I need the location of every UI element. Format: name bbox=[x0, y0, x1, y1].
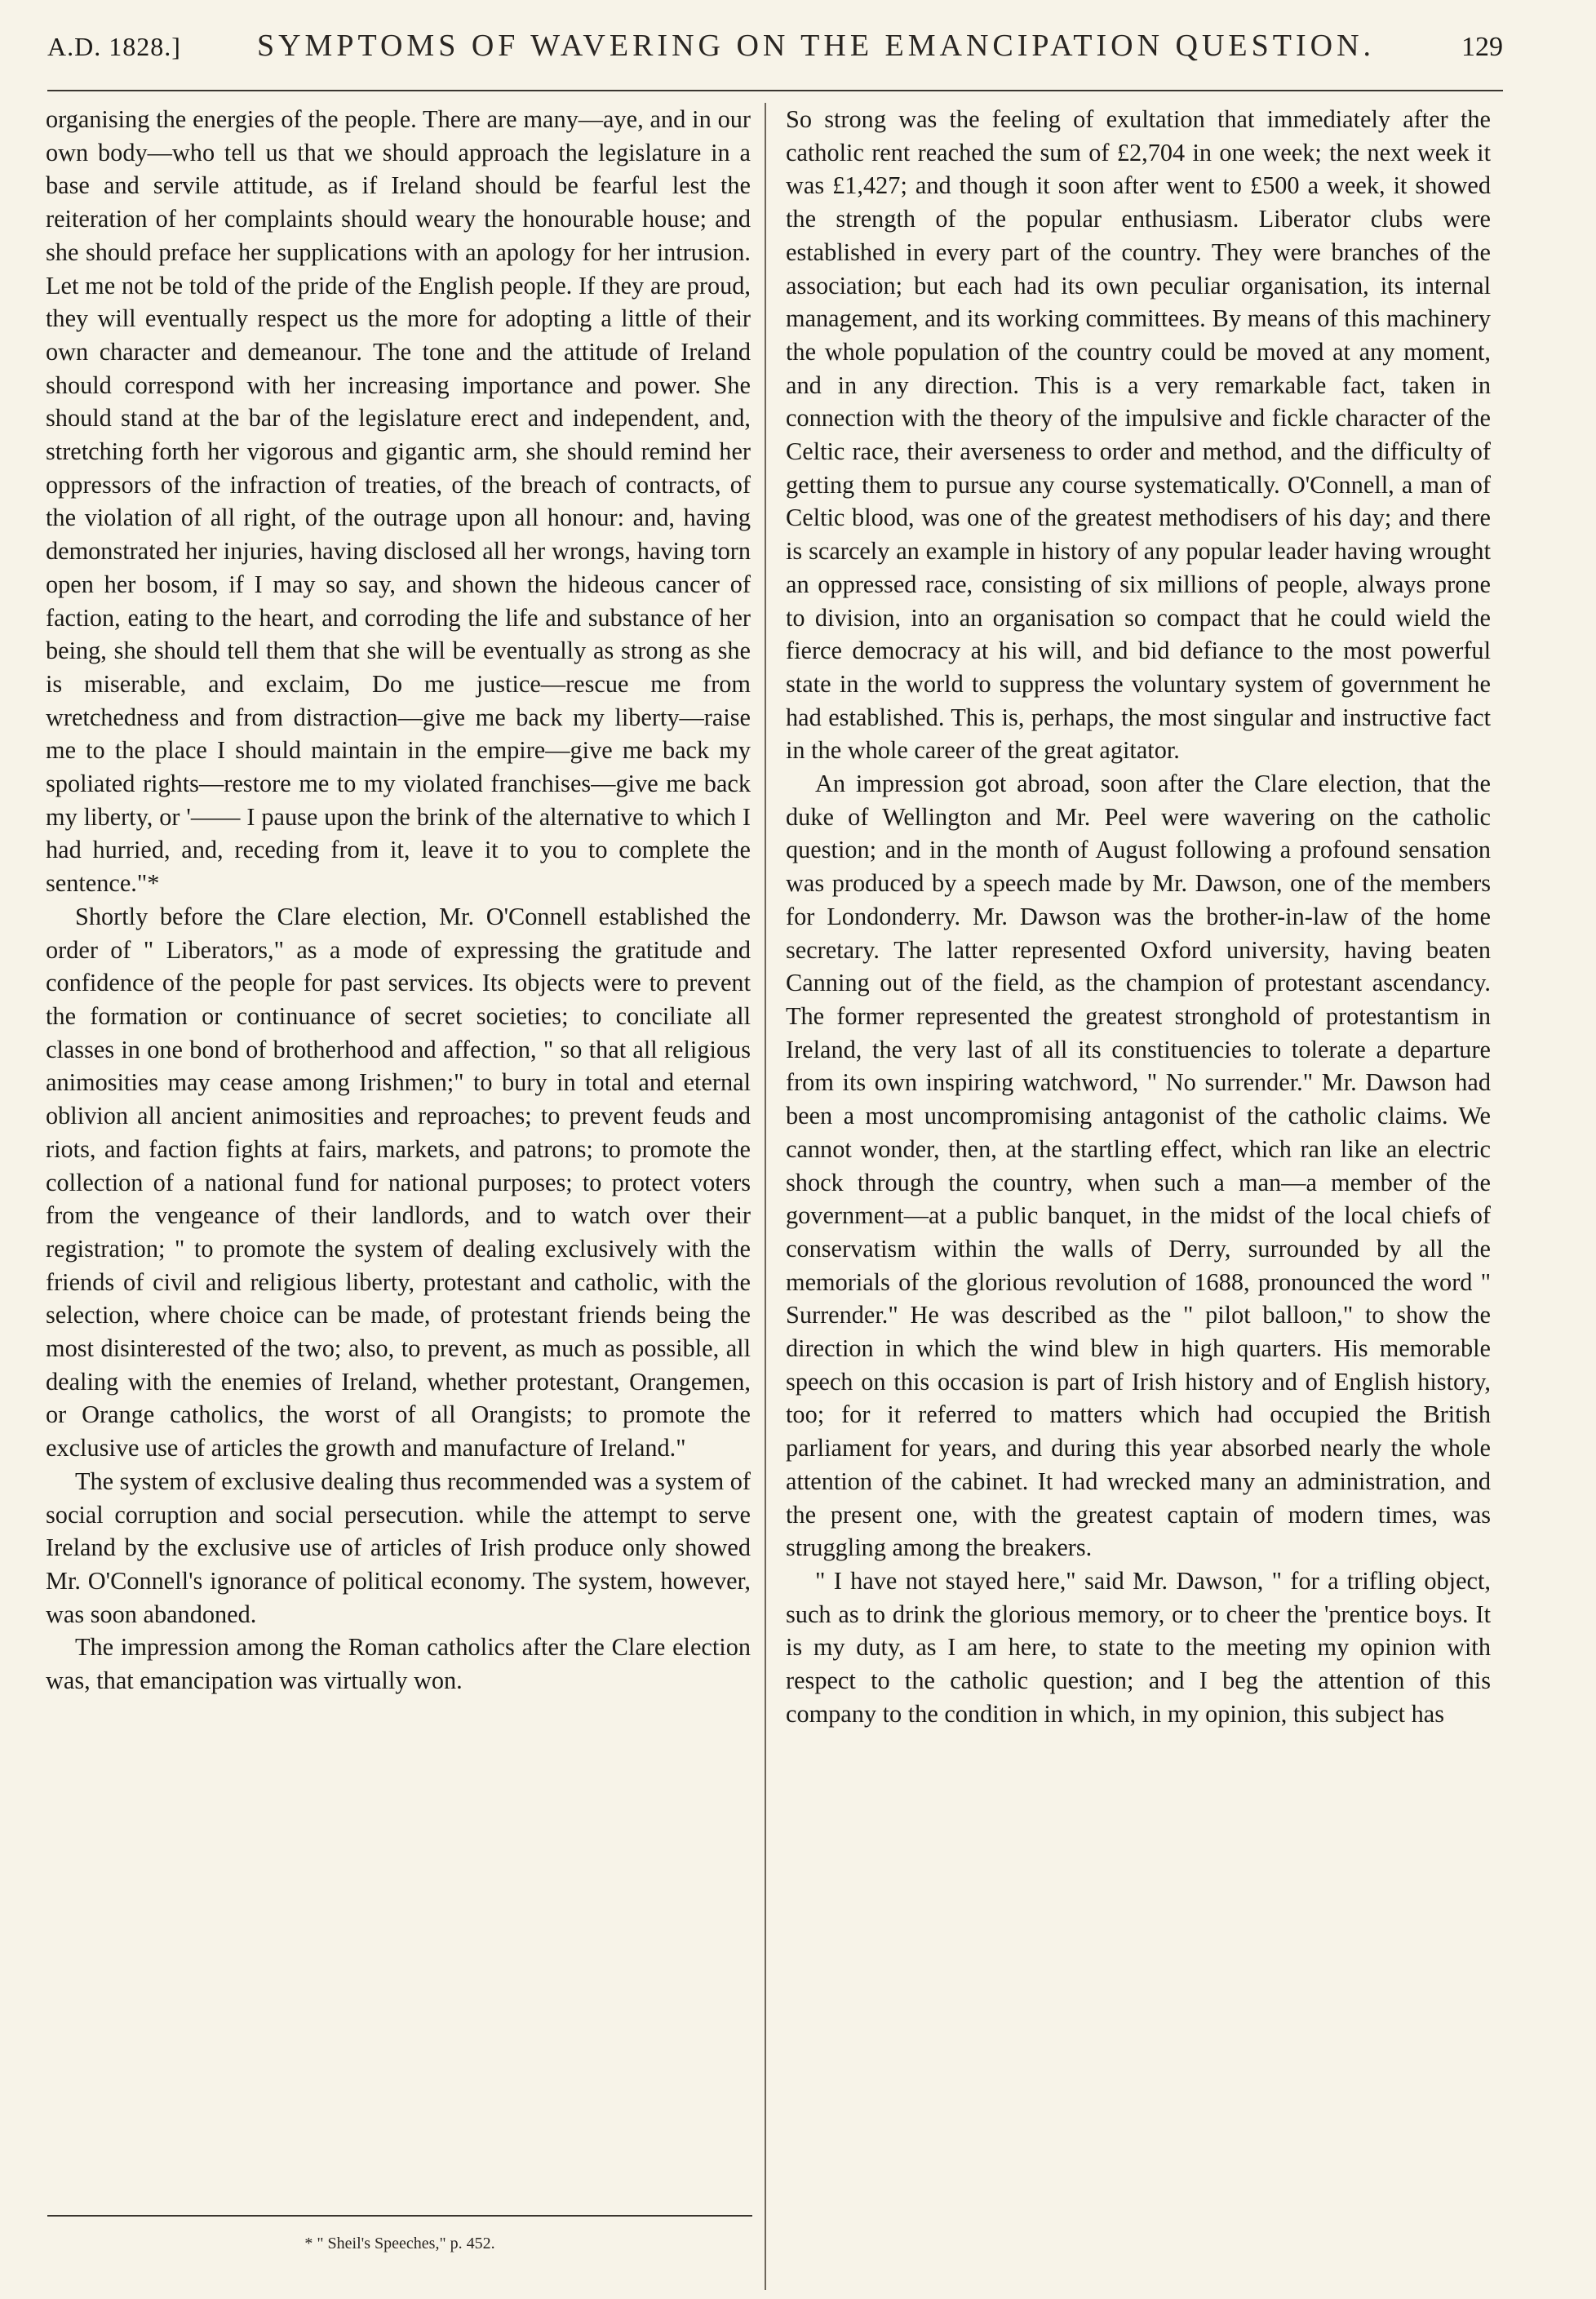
paragraph: An impression got abroad, soon after the Clare election, that the duke of Wellington and Mr. Peel were wavering on the catholic question; and in the month of August following a profound sensation was produced by a speech made by Mr. Dawson, one of the members for Londonderry. Mr. Dawson was the brother-in-law of the home secretary. The latter represented Oxford university, having beaten Canning out of the field, as the champion of protestant ascendancy. The former represented the greatest stronghold of protestantism in Ireland, the very last of all its constituencies to tolerate a departure from its own inspiring watchword, " No surrender." Mr. Dawson had been a most uncompromising antagonist of the catholic claims. We cannot wonder, then, at the startling effect, which ran like an electric shock through the country, when such a man—a member of the government—at a public banquet, in the midst of the local chiefs of conservatism within the walls of Derry, surrounded by all the memorials of the glorious revolution of 1688, pronounced the word " Surrender." He was described as the " pilot balloon," to show the direction in which the wind blew in high quarters. His memorable speech on this occasion is part of Irish history and of English history, too; for it referred to matters which had occupied the British parliament for years, and during this year absorbed nearly the whole attention of the cabinet. It had wrecked many an administration, and the present one, with the greatest captain of modern times, was struggling among the breakers. bbox=[786, 770, 1491, 1562]
column-divider bbox=[765, 103, 766, 2290]
paragraph: The impression among the Roman catholics after the Clare election was, that emancipation was virtually won. bbox=[46, 1633, 751, 1695]
page-number: 129 bbox=[1461, 32, 1503, 62]
running-head-title: SYMPTOMS OF WAVERING ON THE EMANCIPATION QUESTION. bbox=[256, 29, 1376, 63]
running-head bbox=[47, 28, 1503, 77]
paragraph: Shortly before the Clare election, Mr. O'Connell established the order of " Liberators," as a mode of expressing the gratitude and confidence of the people for past services. Its objects were to prevent the formation or continuance of secret societies; to conciliate all classes in one bond of brotherhood and affection, " so that all religious animosities may cease among Irishmen;" to bury in total and eternal oblivion all ancient animosities and reproaches; to prevent feuds and riots, and faction fights at fairs, markets, and patrons; to promote the collection of a national fund for national purposes; to protect voters from the vengeance of their landlords, and to watch over their registration; " to promote the system of dealing exclusively with the friends of civil and religious liberty, protestant and catholic, with the selection, where choice can be made, of protestant friends being the most disinterested of the two; also, to prevent, as much as possible, all dealing with the enemies of Ireland, whether protestant, Orangemen, or Orange catholics, the worst of all Orangists; to promote the exclusive use of articles the growth and manufacture of Ireland." bbox=[46, 902, 751, 1462]
footnote: * " Sheil's Speeches," p. 452. bbox=[304, 2235, 495, 2252]
paragraph: So strong was the feeling of exultation that immediately after the catholic rent reached the sum of £2,704 in one week; the next week it was £1,427; and though it soon after went to £500 a week, it showed the strength of the popular enthusiasm. Liberator clubs were established in every part of the country. They were branches of the association; but each had its own peculiar organisation, its internal management, and its working committees. By means of this machinery the whole population of the country could be moved at any moment, and in any direction. This is a very remarkable fact, taken in connection with the theory of the impulsive and fickle character of the Celtic race, their averseness to order and method, and the difficulty of getting them to pursue any course systematically. O'Connell, a man of Celtic blood, was one of the greatest methodisers of his day; and there is scarcely an example in history of any popular leader having wrought an oppressed race, consisting of six millions of people, always prone to division, into an organisation so compact that he could wield the fierce democracy at his will, and bid defiance to the most powerful state in the world to suppress the voluntary system of government he had established. This is, perhaps, the most singular and instructive fact in the whole career of the great agitator. bbox=[786, 105, 1491, 765]
paragraph: " I have not stayed here," said Mr. Dawson, " for a trifling object, such as to drink the glorious memory, or to cheer the 'prentice boys. It is my duty, as I am here, to state to the meeting my opinion with respect to the catholic question; and I beg the attention of this company to the condition in which, in my opinion, this subject has bbox=[786, 1566, 1491, 1728]
right-column bbox=[786, 103, 1491, 1730]
footnote-rule bbox=[47, 2215, 752, 2217]
paragraph: organising the energies of the people. There are many—aye, and in our own body—who tell us that we should approach the legislature in a base and servile attitude, as if Ireland should be fearful lest the reiteration of her complaints should weary the honourable house; and she should preface her supplications with an apology for her intrusion. Let me not be told of the pride of the English people. If they are proud, they will eventually respect us the more for adopting a little of their own character and demeanour. The tone and the attitude of Ireland should correspond with her increasing importance and power. She should stand at the bar of the legislature erect and independent, and, stretching forth her vigorous and gigantic arm, she should remind her oppressors of the infraction of treaties, of the breach of contracts, of the violation of all right, of the outrage upon all honour: and, having demonstrated her injuries, having disclosed all her wrongs, having torn open her bosom, if I may so say, and shown the hideous cancer of faction, eating to the heart, and corroding the life and substance of her being, she should tell them that she will be eventually as strong as she is miserable, and exclaim, Do me justice—rescue me from wretchedness and from distraction—give me back my liberty—raise me to the place I should maintain in the empire—give me back my spoliated rights—restore me to my violated franchises—give me back my liberty, or '—— I pause upon the brink of the alternative to which I had hurried, and, receding from it, leave it to you to complete the sentence."* bbox=[46, 105, 751, 898]
running-head-year: A.D. 1828.] bbox=[47, 32, 181, 61]
left-column bbox=[46, 103, 751, 1698]
header-rule bbox=[47, 90, 1503, 91]
paragraph: The system of exclusive dealing thus recommended was a system of social corruption and social persecution. while the attempt to serve Ireland by the exclusive use of articles of Irish produce only showed Mr. O'Connell's ignorance of political economy. The system, however, was soon abandoned. bbox=[46, 1467, 751, 1628]
